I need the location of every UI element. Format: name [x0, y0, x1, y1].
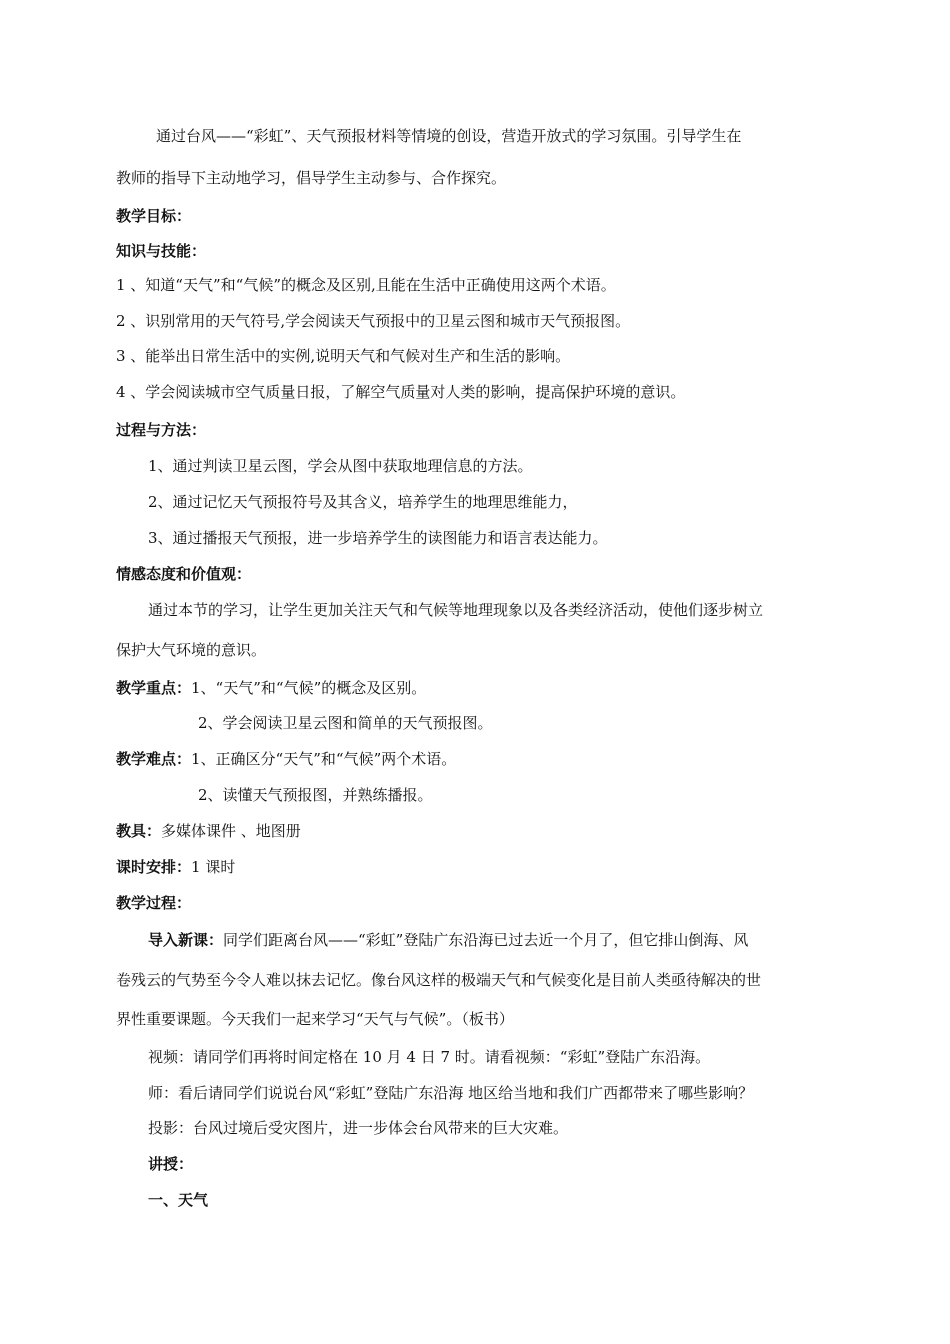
section-1-heading: 一、天气 [148, 1191, 209, 1209]
teaching-process-heading: 教学过程： [116, 894, 192, 912]
knowledge-item-3: 3 、能举出日常生活中的实例,说明天气和气候对生产和生活的影响。 [116, 347, 571, 365]
schedule-value: 1 课时 [191, 858, 236, 876]
lead-in-label: 导入新课： [148, 931, 224, 949]
attitude-line-1: 通过本节的学习，让学生更加关注天气和气候等地理现象以及各类经济活动，使他们逐步树立 [148, 601, 764, 619]
difficulties-item-1: 1、正确区分“天气”和“气候”两个术语。 [191, 750, 457, 768]
difficulties-line-1 [116, 749, 456, 769]
lead-in-text-1: 同学们距离台风——“彩虹”登陆广东沿海已过去近一个月了，但它排山倒海、风 [223, 931, 749, 949]
lead-in-line-1 [148, 930, 748, 950]
teacher-line: 师：看后请同学们说说台风“彩虹”登陆广东沿海 地区给当地和我们广西都带来了哪些影响？ [148, 1084, 754, 1102]
schedule-label: 课时安排： [116, 858, 192, 876]
process-item-1: 1、通过判读卫星云图，学会从图中获取地理信息的方法。 [148, 457, 533, 475]
attitude-heading: 情感态度和价值观： [116, 565, 252, 583]
key-points-item-1: 1、“天气”和“气候”的概念及区别。 [191, 679, 427, 697]
difficulties-label: 教学难点： [116, 750, 192, 768]
lead-in-line-2: 卷残云的气势至今令人难以抹去记忆。像台风这样的极端天气和气候变化是目前人类亟待解决的世 [116, 971, 762, 989]
tools-label: 教具： [116, 822, 162, 840]
key-points-item-2: 2、学会阅读卫星云图和简单的天气预报图。 [198, 714, 493, 732]
intro-line-2: 教师的指导下主动地学习，倡导学生主动参与、合作探究。 [116, 169, 507, 187]
difficulties-item-2: 2、读懂天气预报图，并熟练播报。 [198, 786, 433, 804]
process-method-heading: 过程与方法： [116, 421, 207, 439]
tools-value: 多媒体课件 、地图册 [161, 822, 301, 840]
tools-line [116, 821, 301, 841]
knowledge-item-2: 2 、识别常用的天气符号,学会阅读天气预报中的卫星云图和城市天气预报图。 [116, 312, 631, 330]
objectives-heading: 教学目标： [116, 207, 192, 225]
process-item-2: 2、通过记忆天气预报符号及其含义，培养学生的地理思维能力， [148, 493, 578, 511]
knowledge-item-4: 4 、学会阅读城市空气质量日报，了解空气质量对人类的影响，提高保护环境的意识。 [116, 383, 686, 401]
lecture-heading: 讲授： [148, 1155, 194, 1173]
knowledge-item-1: 1 、知道“天气”和“气候”的概念及区别,且能在生活中正确使用这两个术语。 [116, 276, 616, 294]
video-line: 视频：请同学们再将时间定格在 10 月 4 日 7 时。请看视频：“彩虹”登陆广东沿海。 [148, 1048, 711, 1066]
projection-line: 投影：台风过境后受灾图片，进一步体会台风带来的巨大灾难。 [148, 1119, 569, 1137]
key-points-label: 教学重点： [116, 679, 192, 697]
key-points-line-1 [116, 678, 426, 698]
schedule-line [116, 857, 235, 877]
knowledge-heading: 知识与技能： [116, 242, 207, 260]
process-item-3: 3、通过播报天气预报，进一步培养学生的读图能力和语言表达能力。 [148, 529, 608, 547]
intro-line-1: 通过台风——“彩虹”、天气预报材料等情境的创设，营造开放式的学习氛围。引导学生在 [156, 127, 742, 145]
attitude-line-2: 保护大气环境的意识。 [116, 641, 267, 659]
lead-in-line-3: 界性重要课题。今天我们一起来学习“天气与气候”。（板书） [116, 1010, 514, 1028]
